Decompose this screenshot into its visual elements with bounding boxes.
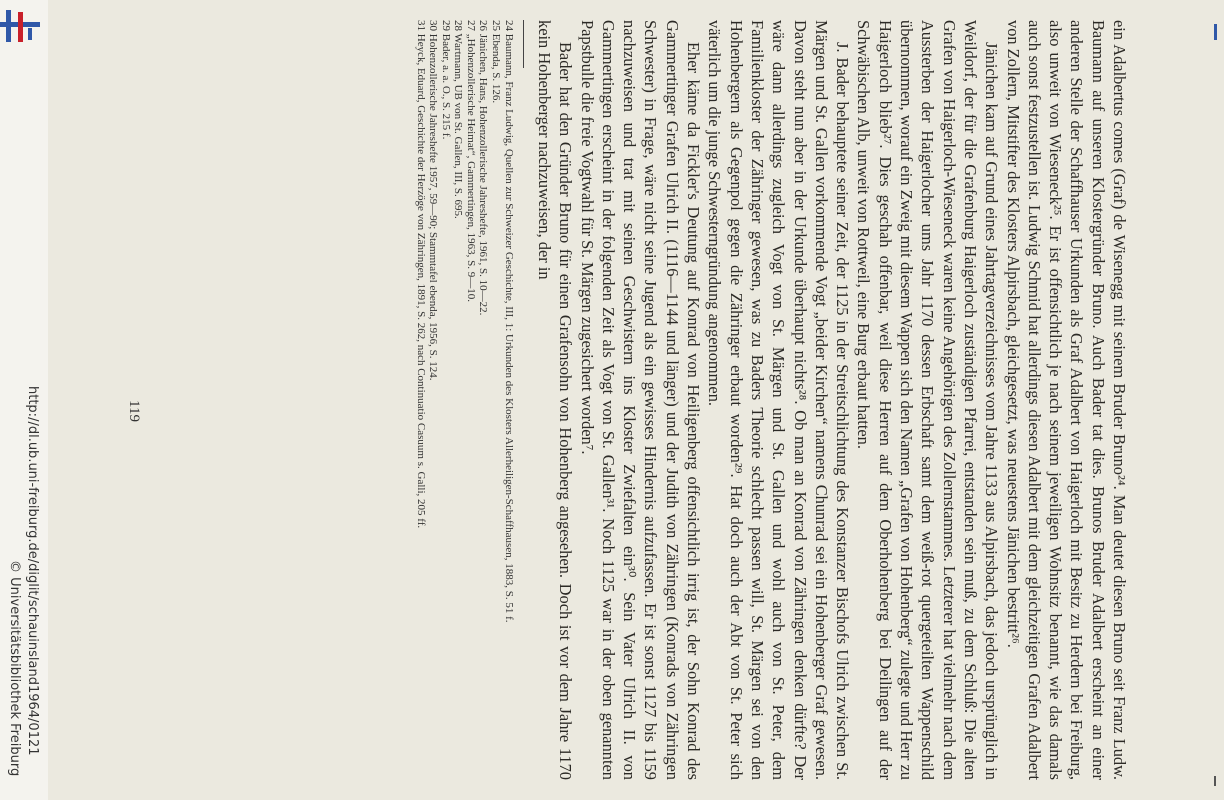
paragraph: Bader hat den Gründer Bruno für einen Grafensohn von Hohenberg angesehen. Doch ist vor dem Jahre 1170 kein Hohenberger nachzuweisen, der in [534, 20, 576, 780]
footnote: 25 Ebenda, S. 126. [490, 20, 503, 104]
page-number: 119 [126, 400, 142, 422]
library-logo-icon [0, 6, 44, 46]
footnote-divider [523, 20, 524, 68]
paragraph: ein Adalbertus comes (Graf) de Wisenegg mit seinem Bruder Bruno²⁴. Man deutet diesen Bruno seit Franz Ludw. Baumann auf unseren Klostergründer Bruno. Auch Bader tat dies. Brunos Bruder Adalbert erscheint an einer anderen Stelle der Schaffhauser Urkunden als Graf Adalbert von Haigerloch mit Besitz zu Herdern bei Freiburg, also unweit von Wieseneck²⁵. Er ist offensichtlich je nach seinem jeweiligen Wohnsitz benannt, wie das damals auch sonst festzustellen ist. Ludwig Schmid hat allerdings diesen Adalbert mit dem gleichzeitigen Grafen Adalbert von Zollern, Mitstifter des Klosters Alpirsbach, gleichgesetzt, was neuestens Jänichen bestritt²⁶. [1003, 20, 1129, 780]
copyright-label: © Universitätsbibliothek Freiburg [7, 560, 22, 777]
footnote: 30 Hohenzollerische Jahreshefte 1957, 59—90; Stammtafel ebenda, 1956, S. 124. [427, 20, 440, 381]
footnote: 31 Heyck, Eduard, Geschichte der Herzöge von Zähringen, 1891, S. 262, nach Continuatio Casuum s. Galli, 205 ff. [414, 20, 427, 529]
viewer-sidebar [0, 0, 48, 800]
source-url-label[interactable]: http://dl.ub.uni-freiburg.de/diglit/schauinsland1964/0121 [25, 386, 40, 756]
corner-mark-top [1214, 24, 1217, 40]
footnote: 26 Jänichen, Hans, Hohenzollerische Jahreshefte, 1961, S. 10—22. [477, 20, 490, 316]
paragraph: J. Bader behauptete seiner Zeit, der 1125 in der Streitschlichtung des Konstanzer Bischofs Ulrich zwischen St. Märgen und St. Gallen vorkommende Vogt „beider Kirchen“ namens Chunrad sei ein Hohenberger Graf gewesen. Davon steht nun aber in der Urkunde überhaupt nichts²⁸. Ob man an Konrad von Zähringen denken dürfte? Der wäre dann allerdings zugleich Vogt von St. Märgen und St. Gallen und wohl auch von St. Peter, dem Familienkloster der Zähringer gewesen, was zu Baders Theorie schlecht passen will, St. Märgen sei von den Hohenbergern als Gegenpol gegen die Zähringer erbaut worden²⁹. Hat doch auch der Abt von St. Peter sich väterlich um die junge Schwesterngründung angenommen. [705, 20, 853, 780]
footnote: 24 Baumann, Franz Ludwig, Quellen zur Schweizer Geschichte, III, 1: Urkunden des Klosters Allerheiligen-Schaffhausen, 1883, S. 51 f. [502, 20, 515, 623]
page-body [414, 20, 1130, 780]
paragraph: Jänichen kam auf Grund eines Jahrtagverzeichnisses vom Jahre 1133 aus Alpirsbach, das jedoch ursprünglich in Weildorf, der für die Grafenburg Haigerloch zuständigen Pfarrei, entstanden sein muß, zu dem Schluß: Die alten Grafen von Haigerloch-Wieseneck waren keine Angehörigen des Zollernstammes. Letzterer hat vielmehr nach dem Aussterben der Haigerlocher ums Jahr 1170 dessen Erbschaft samt dem weiß-rot quergeteilten Wappenschild übernommen, worauf ein Zweig mit diesem Wappen sich den Namen „Grafen von Hohenberg“ zulegte und Herr zu Haigerloch blieb²⁷. Dies geschah offenbar, weil diese Herren auf dem Oberhohenberg bei Deilingen auf der Schwäbischen Alb, unweit von Rottweil, eine Burg erbaut hatten. [854, 20, 1002, 780]
footnote: 28 Wartmann, UB von St. Gallen, III, S. 695. [452, 20, 465, 219]
footnote: 29 Bader, a. a. O., S. 215 f. [439, 20, 452, 140]
rotated-text-block [70, 20, 1130, 780]
paragraph: Eher käme da Fickler's Deutung auf Konrad von Heiligenberg offensichtlich irrig ist, der Sohn Konrad des Gammertinger Grafen Ulrich II. (1116—1144 und länger) und der Judith von Zähringen (Konrads von Zähringen Schwester) in Frage, wäre nicht seine Jugend als ein gewisses Hindernis aufzufassen. Er ist sonst 1127 bis 1159 nachzuweisen und trat mit seinen Geschwistern ins Kloster Zwiefalten ein³⁰. Sein Vater Ulrich II. von Gammertingen erscheint in der folgenden Zeit als Vogt von St. Gallen³¹. Noch 1125 war in der oben genannten Papstbulle die freie Vogtwahl für St. Märgen zugesichert worden⁷. [577, 20, 704, 780]
footnote: 27 „Hohenzollerische Heimat“, Gammertingen, 1963, S. 9—10. [464, 20, 477, 302]
corner-mark-bottom [1214, 776, 1216, 786]
